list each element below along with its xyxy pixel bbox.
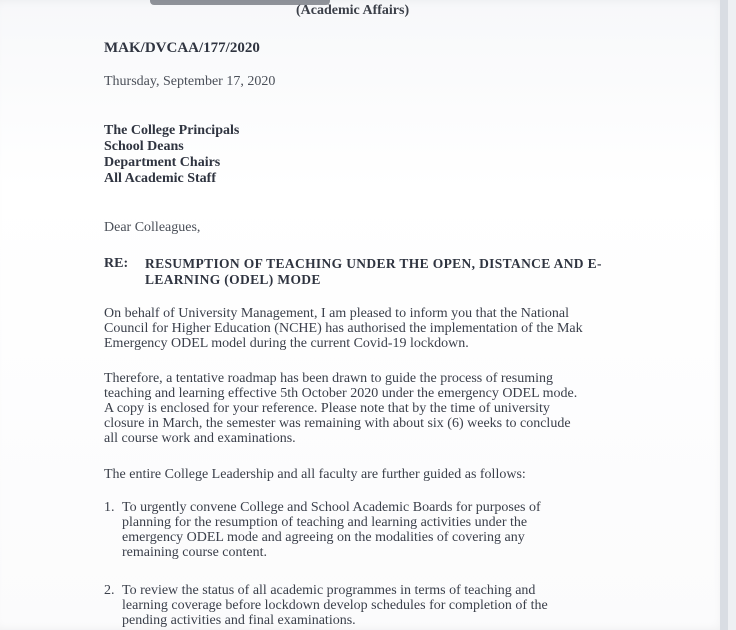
page-edge bbox=[720, 0, 728, 630]
recipient-line: School Deans bbox=[104, 139, 184, 154]
subject-line: RESUMPTION OF TEACHING UNDER THE OPEN, DISTANCE AND E- bbox=[145, 256, 602, 271]
paragraph-guidance bbox=[104, 467, 604, 482]
text-line: all course work and examinations. bbox=[104, 431, 296, 446]
text-line: planning for the resumption of teaching and learning activities under the bbox=[122, 515, 528, 530]
paragraph-intro bbox=[104, 306, 604, 351]
text-line: teaching and learning effective 5th October 2020 under the emergency ODEL mode. bbox=[104, 386, 578, 401]
item-number: 1. bbox=[104, 500, 115, 515]
text-line: Therefore, a tentative roadmap has been drawn to guide the process of resuming bbox=[104, 371, 553, 386]
text-line: The entire College Leadership and all faculty are further guided as follows: bbox=[104, 467, 526, 482]
text-line: Council for Higher Education (NCHE) has authorised the implementation of the Mak bbox=[104, 321, 583, 336]
list-item bbox=[122, 500, 602, 560]
recipient-line: The College Principals bbox=[104, 123, 240, 138]
subject-line: LEARNING (ODEL) MODE bbox=[145, 272, 321, 287]
salutation: Dear Colleagues, bbox=[104, 220, 201, 235]
subject-label: RE: bbox=[104, 256, 129, 271]
office-header: (Academic Affairs) bbox=[296, 3, 410, 18]
list-item bbox=[122, 583, 602, 628]
text-line: closure in March, the semester was remaining with about six (6) weeks to conclude bbox=[104, 416, 571, 431]
reference-number: MAK/DVCAA/177/2020 bbox=[104, 40, 260, 56]
text-line: pending activities and final examinations. bbox=[122, 613, 356, 628]
recipient-line: Department Chairs bbox=[104, 155, 221, 170]
text-line: A copy is enclosed for your reference. Please note that by the time of university bbox=[104, 401, 550, 416]
paragraph-roadmap bbox=[104, 371, 604, 446]
text-line: On behalf of University Management, I am pleased to inform you that the National bbox=[104, 306, 569, 321]
text-line: Emergency ODEL model during the current Covid-19 lockdown. bbox=[104, 336, 469, 351]
text-line: emergency ODEL mode and agreeing on the modalities of covering any bbox=[122, 530, 525, 545]
text-line: To review the status of all academic programmes in terms of teaching and bbox=[122, 583, 536, 598]
item-number: 2. bbox=[104, 583, 115, 598]
text-line: remaining course content. bbox=[122, 545, 268, 560]
letter-date: Thursday, September 17, 2020 bbox=[104, 74, 276, 89]
recipient-line: All Academic Staff bbox=[104, 171, 216, 186]
text-line: To urgently convene College and School Academic Boards for purposes of bbox=[122, 500, 541, 515]
text-line: learning coverage before lockdown develop schedules for completion of the bbox=[122, 598, 548, 613]
